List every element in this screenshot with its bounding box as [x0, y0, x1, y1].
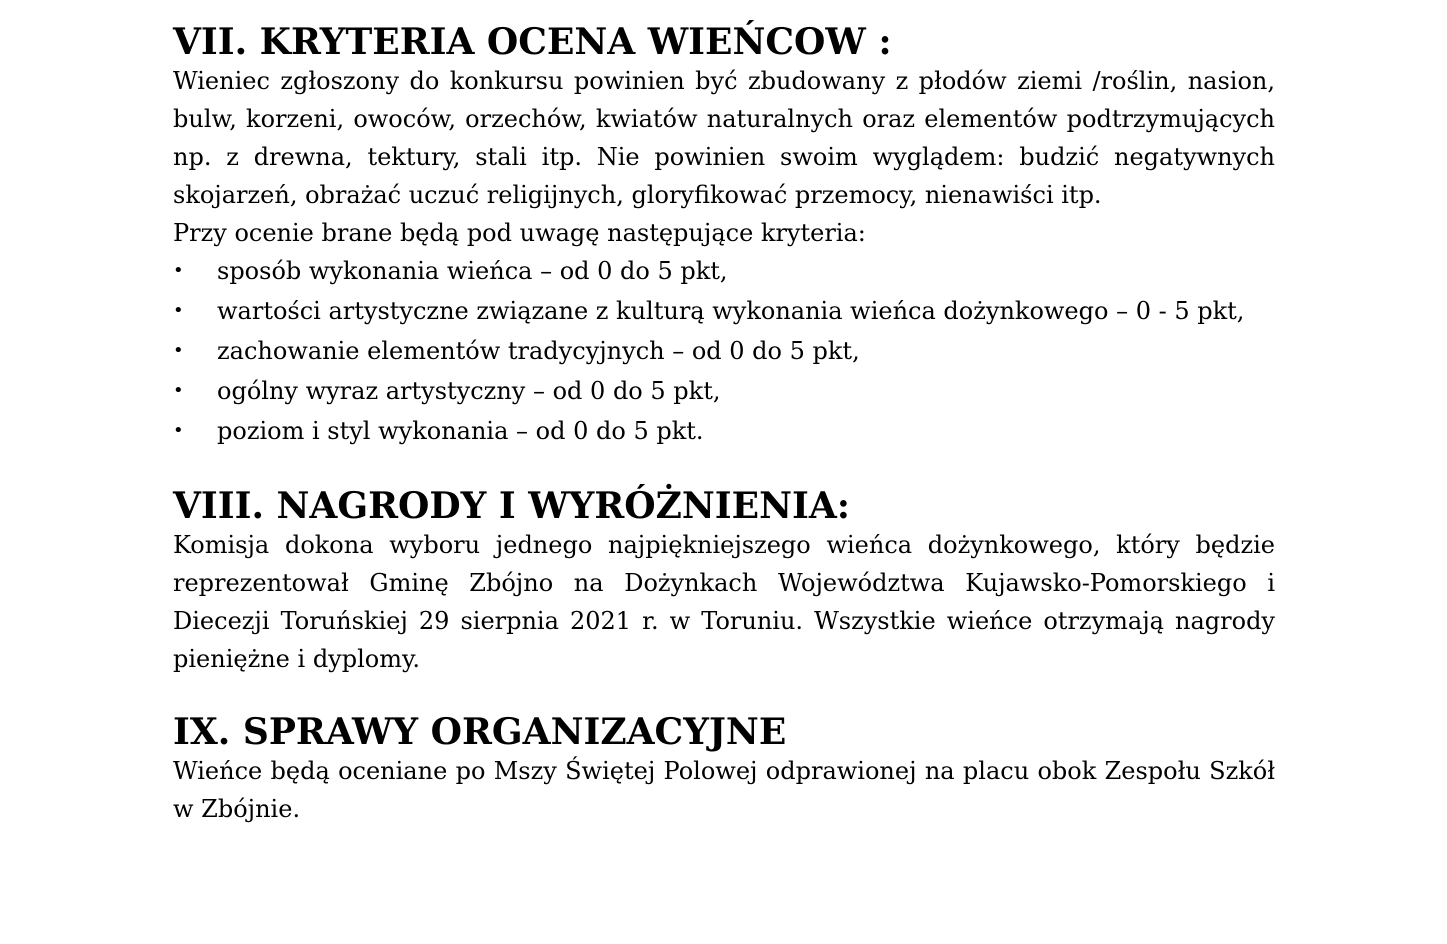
bullet-icon: •: [173, 340, 184, 361]
bullet-icon: •: [173, 260, 184, 281]
section-heading-organization: IX. SPRAWY ORGANIZACYJNE: [173, 711, 787, 753]
criteria-description: Wieniec zgłoszony do konkursu powinien być zbudowany z płodów ziemi /roślin, nasion, bulw, korzeni, owoców, orzechów, kwiatów naturalnych oraz elementów podtrzymujących np. z drewna, tektury, stali itp. Nie powinien swoim wyglądem: budzić negatywnych skojarzeń, obrażać uczuć religijnych, gloryfikować przemocy, nienawiści itp.: [173, 67, 1275, 209]
list-item-text: ogólny wyraz artystyczny – od 0 do 5 pkt,: [217, 377, 721, 405]
bullet-icon: •: [173, 420, 184, 441]
section-awards: [173, 486, 1275, 678]
section-heading-awards: VIII. NAGRODY I WYRÓŻNIENIA:: [173, 485, 851, 527]
section-heading-criteria: VII. KRYTERIA OCENA WIEŃCOW :: [173, 21, 892, 63]
list-item-text: sposób wykonania wieńca – od 0 do 5 pkt,: [217, 257, 728, 285]
list-item-text: wartości artystyczne związane z kulturą wykonania wieńca dożynkowego – 0 - 5 pkt,: [217, 297, 1245, 325]
organization-description: Wieńce będą oceniane po Mszy Świętej Polowej odprawionej na placu obok Zespołu Szkół w Zbójnie.: [173, 757, 1275, 823]
list-item-text: poziom i styl wykonania – od 0 do 5 pkt.: [217, 417, 704, 445]
document-page: [173, 22, 1275, 828]
section-criteria: [173, 22, 1275, 450]
list-item-text: zachowanie elementów tradycyjnych – od 0 do 5 pkt,: [217, 337, 860, 365]
list-item: [173, 412, 1275, 450]
criteria-list: [173, 252, 1275, 450]
list-item: [173, 252, 1275, 290]
list-item: [173, 292, 1275, 330]
list-item: [173, 332, 1275, 370]
section-spacer: [173, 678, 1275, 712]
section-spacer: [173, 452, 1275, 486]
criteria-intro: Przy ocenie brane będą pod uwagę następujące kryteria:: [173, 219, 866, 247]
section-organization: [173, 712, 1275, 828]
list-item: [173, 372, 1275, 410]
bullet-icon: •: [173, 380, 184, 401]
bullet-icon: •: [173, 300, 184, 321]
awards-description: Komisja dokona wyboru jednego najpiękniejszego wieńca dożynkowego, który będzie reprezentował Gminę Zbójno na Dożynkach Województwa Kujawsko-Pomorskiego i Diecezji Toruńskiej 29 sierpnia 2021 r. w Toruniu. Wszystkie wieńce otrzymają nagrody pieniężne i dyplomy.: [173, 531, 1275, 673]
